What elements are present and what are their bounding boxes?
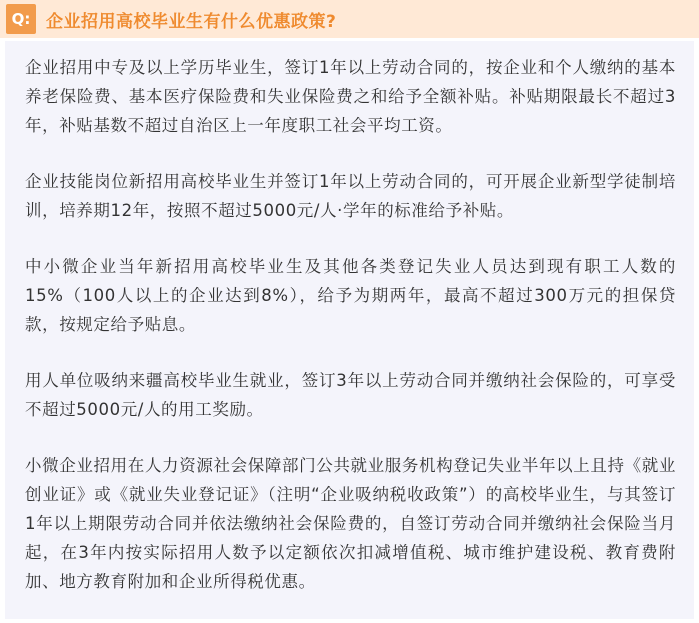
- answer-paragraph-2: 企业技能岗位新招用高校毕业生并签订1年以上劳动合同的，可开展企业新型学徒制培训，培养期12年，按照不超过5000元/人·学年的标准给予补贴。: [25, 172, 676, 220]
- question-badge: Q:: [6, 4, 36, 34]
- question-bar: [0, 0, 699, 38]
- answer-paragraph-3: 中小微企业当年新招用高校毕业生及其他各类登记失业人员达到现有职工人数的15%（100人以上的企业达到8%），给予为期两年，最高不超过300万元的担保贷款，按规定给予贴息。: [25, 257, 676, 334]
- answer-paragraph-4: 用人单位吸纳来疆高校毕业生就业，签订3年以上劳动合同并缴纳社会保险的，可享受不超过5000元/人的用工奖励。: [25, 371, 676, 419]
- answer-paragraph-1: 企业招用中专及以上学历毕业生，签订1年以上劳动合同的，按企业和个人缴纳的基本养老保险费、基本医疗保险费和失业保险费之和给予全额补贴。补贴期限最长不超过3年，补贴基数不超过自治区上一年度职工社会平均工资。: [25, 58, 676, 135]
- question-title: 企业招用高校毕业生有什么优惠政策?: [46, 11, 337, 32]
- answer-paragraph-5: 小微企业招用在人力资源社会保障部门公共就业服务机构登记失业半年以上且持《就业创业证》或《就业失业登记证》（注明“企业吸纳税收政策”）的高校毕业生，与其签订1年以上期限劳动合同并依法缴纳社会保险费的，自签订劳动合同并缴纳社会保险当月起，在3年内按实际招用人数予以定额依次扣减增值税、城市维护建设税、教育费附加、地方教育附加和企业所得税优惠。: [25, 456, 676, 591]
- answer-box: [5, 41, 694, 619]
